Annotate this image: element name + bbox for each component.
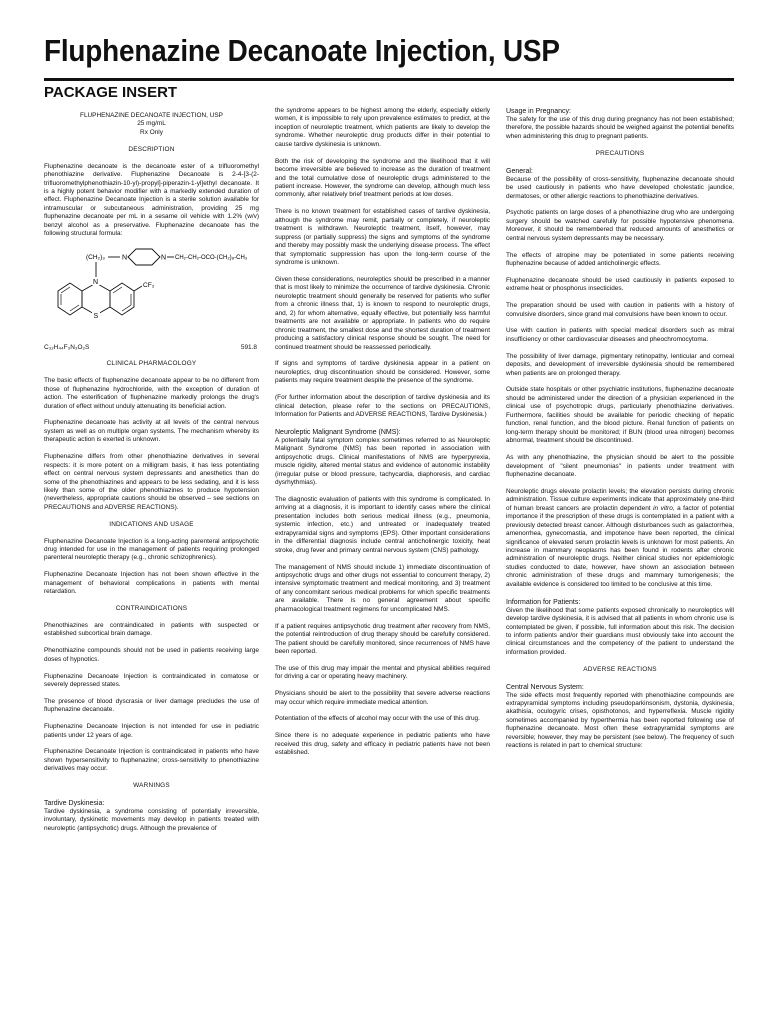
structural-formula-svg xyxy=(44,245,259,340)
general-paragraph-5: The preparation should be used with caution in patients with a history of convulsive disorders, since grand mal convulsions have been known to occur. xyxy=(506,302,734,318)
contra-paragraph-4: The presence of blood dyscrasia or liver damage precludes the use of fluphenazine decanoate. xyxy=(44,697,259,714)
document-title: Fluphenazine Decanoate Injection, USP xyxy=(44,33,560,68)
warnings-paragraph-2: Both the risk of developing the syndrome and the likelihood that it will become irreversible are believed to increase as the duration of treatment and the total cumulative dose of neuroleptic drugs administered to the patient increase. However, the syndrome can develop, although much less commonly, after relatively brief treatment periods at low doses. xyxy=(275,157,490,199)
nms-paragraph-2: The diagnostic evaluation of patients with this syndrome is complicated. In arriving at a diagnosis, it is important to identify cases where the clinical presentation includes both serious medical illness (e.g., pneumonia, systemic infection, etc.) and untreated or inadequately treated extrapyramidal signs and symptoms (EPS). Other important considerations in the differential diagnosis include central anticholinergic toxicity, heat stroke, drug fever and primary central nervous system (CNS) pathology. xyxy=(275,495,490,554)
molecular-formula: C₃₂H₄₄F₃N₃O₂S xyxy=(44,343,90,351)
heading-contraindications: CONTRAINDICATIONS xyxy=(115,605,188,613)
piperazine-n-left: N xyxy=(122,254,128,262)
prolactin-text-b: , a factor of potential importance if the prescription of these drugs is contemplated in a patient with a previously detected breast cancer. Although disturbances such as galactorrhea, amenorrhea, gynecomastia, and impotence have been reported, the clinical significance of elevated serum prolactin levels is unknown for most patients. An increase in mammary neoplasms has been found in rodents after chronic administration of neuroleptic drugs. Neither clinical studies nor epidemiologic studies conducted to date, however, have shown an association between chronic administration of these drugs and mammary tumorigenesis; the available evidence is considered too limited to be conclusive at this time. xyxy=(506,504,734,588)
warnings-paragraph-1: the syndrome appears to be highest among the elderly, especially elderly women, it is impossible to rely upon prevalence estimates to predict, at the inception of neuroleptic treatment, which patients are likely to develop the syndrome. Whether neuroleptic drug products differ in their potential to cause tardive dyskinesia is unknown. xyxy=(275,107,490,148)
general-paragraph-4: Fluphenazine decanoate should be used cautiously in patients exposed to extreme heat or phosphorus insecticides. xyxy=(506,276,734,293)
subheading-cns: Central Nervous System: xyxy=(506,683,584,691)
contra-paragraph-1: Phenothiazines are contraindicated in patients with suspected or established subcortical brain damage. xyxy=(44,621,259,638)
structural-formula xyxy=(44,245,259,343)
subheading-tardive-dyskinesia: Tardive Dyskinesia: xyxy=(44,799,105,807)
info-patients-paragraph: Given the likelihood that some patients exposed chronically to neuroleptics will develop tardive dyskinesia, it is advised that all patients in whom chronic use is contemplated be given, if possible, full information about this risk. The decision to inform patients and/or their guardians must obviously take into account the clinical circumstances and the competency of the patient to understand the information provided. xyxy=(506,606,734,656)
indications-paragraph-1: Fluphenazine Decanoate Injection is a long-acting parenteral antipsychotic drug intended for use in the management of patients requiring prolonged parenteral neuroleptic therapy (e.g., chronic schizophrenics). xyxy=(44,537,259,562)
general-paragraph-10 xyxy=(506,488,734,589)
heading-precautions: PRECAUTIONS xyxy=(595,149,645,157)
subheading-general: General: xyxy=(506,167,533,175)
subheading-nms: Neuroleptic Malignant Syndrome (NMS): xyxy=(275,428,401,436)
contra-paragraph-3: Fluphenazine Decanoate Injection is contraindicated in comatose or severely depressed states. xyxy=(44,672,259,688)
warnings-paragraph-5: If signs and symptoms of tardive dyskinesia appear in a patient on neuroleptics, drug discontinuation should be considered. However, some patients may require treatment despite the presence of the syndrome. xyxy=(275,360,490,385)
column-3 xyxy=(506,107,734,1017)
side-chain-left: (CH₂)₃ xyxy=(86,254,105,262)
heading-warnings: WARNINGS xyxy=(133,782,170,790)
document-subtitle: PACKAGE INSERT xyxy=(44,84,178,101)
prolactin-text-italic: in vitro xyxy=(653,504,673,512)
contra-paragraph-5: Fluphenazine Decanoate Injection is not intended for use in pediatric patients under 12 years of age. xyxy=(44,723,259,739)
cns-paragraph: The side effects most frequently reported with phenothiazine compounds are extrapyramidal symptoms including pseudoparkinsonism, dystonia, dyskinesia, akathisia, oculogyric crises, opisthotonos, and hyperreflexia. Muscle rigidity sometimes accompanied by hyperthermia has been reported following use of fluphenazine decanoate. Most often these extrapyramidal symptoms are reversible; however, they may be persistent (see below). The frequency of such reactions is related in part to chemical structure: xyxy=(506,691,734,750)
warnings-paragraph-alcohol: Potentiation of the effects of alcohol may occur with the use of this drug. xyxy=(275,715,480,723)
warnings-paragraph-3: There is no known treatment for established cases of tardive dyskinesia, although the syndrome may remit, partially or completely, if neuroleptic treatment is withdrawn. Neuroleptic treatment, itself, however, may suppress (or partially suppress) the signs and symptoms of the syndrome and thereby may possibly mask the underlying disease process. The effect that symptomatic suppression has upon the long-term course of the syndrome is unknown. xyxy=(275,208,490,267)
pharm-paragraph-2: Fluphenazine decanoate has activity at all levels of the central nervous system as well as on multiple organ systems. The mechanism whereby its therapeutic action is exerted is unknown. xyxy=(44,419,259,444)
nms-paragraph-4: If a patient requires antipsychotic drug treatment after recovery from NMS, the potential reintroduction of drug therapy should be carefully considered. The patient should be carefully monitored, since recurrences of NMS have been reported. xyxy=(275,622,490,655)
warnings-paragraph-driving: The use of this drug may impair the mental and physical abilities required for driving a car or operating heavy machinery. xyxy=(275,664,490,681)
heading-adverse-reactions: ADVERSE REACTIONS xyxy=(583,665,657,673)
product-name: FLUPHENAZINE DECANOATE INJECTION, USP xyxy=(80,112,223,119)
nms-paragraph-1: A potentially fatal symptom complex sometimes referred to as Neuroleptic Malignant Syndrome (NMS) has been reported in association with antipsychotic drugs. Clinical manifestations of NMS are hyperpyrexia, muscle rigidity, altered mental status and evidence of autonomic instability (irregular pulse or blood pressure, tachycardia, diaphoresis, and cardiac dysrhythmias). xyxy=(275,436,490,487)
pharm-paragraph-3: Fluphenazine differs from other phenothiazine derivatives in several respects: it is more potent on a milligram basis, it has less potentiating effect on central nervous system depressants and anesthetics than do some of the phenothiazines and appears to be less sedating, and it is less likely than some of the older phenothiazines to produce hypotension (nevertheless, appropriate cautions should be observed – see sections on PRECAUTIONS and ADVERSE REACTIONS). xyxy=(44,453,259,511)
contra-paragraph-2: Phenothiazine compounds should not be used in patients receiving large doses of hypnotics. xyxy=(44,647,259,663)
molecular-weight: 591.8 xyxy=(240,343,257,351)
ring-n: N xyxy=(93,279,99,287)
column-2 xyxy=(275,107,490,1017)
pregnancy-paragraph: The safety for the use of this drug during pregnancy has not been established; therefore, the possible hazards should be weighed against the potential benefits when administering this drug to pregnant patients. xyxy=(506,116,734,140)
heading-description: DESCRIPTION xyxy=(128,145,175,153)
indications-paragraph-2: Fluphenazine Decanoate Injection has not been shown effective in the management of behavioral complications in patients with mental retardation. xyxy=(44,571,259,596)
product-rx: Rx Only xyxy=(140,128,163,136)
general-paragraph-6: Use with caution in patients with special medical disorders such as mitral insufficiency or other cardiovascular diseases and pheochromocytoma. xyxy=(506,327,734,343)
subheading-pregnancy: Usage in Pregnancy: xyxy=(506,108,571,115)
warnings-paragraph-4: Given these considerations, neuroleptics should be prescribed in a manner that is most likely to minimize the occurrence of tardive dyskinesia. Chronic neuroleptic treatment should generally be reserved for patients who suffer from a chronic illness that, 1) is known to respond to neuroleptic drugs, and, 2) for whom alternative, equally effective, but potentially less harmful treatments are not available or appropriate. In patients who do require chronic treatment, the smallest dose and the shortest duration of treatment producing a satisfactory clinical response should be sought. The need for continued treatment should be reassessed periodically. xyxy=(275,275,490,351)
title-rule xyxy=(44,78,734,81)
side-chain-right: CH₂-CH₂-OCO-(CH₂)₈-CH₃ xyxy=(175,255,248,262)
pharm-paragraph-1: The basic effects of fluphenazine decanoate appear to be no different from those of fluphenazine hydrochloride, with the exception of duration of action. The esterification of fluphenazine markedly prolongs the drug's duration of effect without unduly attenuating its beneficial action. xyxy=(44,377,259,410)
heading-indications: INDICATIONS AND USAGE xyxy=(109,520,194,528)
piperazine-n-right: N xyxy=(161,254,167,262)
general-paragraph-2: Psychotic patients on large doses of a phenothiazine drug who are undergoing surgery should be watched carefully for possible hypotensive phenomena. Moreover, it should be remembered that reduced amounts of anesthetics or central nervous system depressants may be necessary. xyxy=(506,209,734,242)
heading-clinical-pharmacology: CLINICAL PHARMACOLOGY xyxy=(106,360,197,368)
general-paragraph-1: Because of the possibility of cross-sensitivity, fluphenazine decanoate should be used cautiously in patients who have developed cholestatic jaundice, dermatoses, or other allergic reactions to phenothiazine derivatives. xyxy=(506,175,734,200)
product-strength: 25 mg/mL xyxy=(137,120,166,128)
general-paragraph-8: Outside state hospitals or other psychiatric institutions, fluphenazine decanoate should be administered under the direction of a physician experienced in the clinical use of psychotropic drugs, particularly phenothiazine derivatives. Furthermore, facilities should be available for periodic checking of hepatic function, renal function, and the blood picture. Renal function of patients on long-term therapy should be monitored; if BUN (blood urea nitrogen) becomes abnormal, treatment should be discontinued. xyxy=(506,386,734,445)
nms-paragraph-3: The management of NMS should include 1) immediate discontinuation of antipsychotic drugs and other drugs not essential to concurrent therapy, 2) intensive symptomatic treatment and medical monitoring, and 3) treatment of any concomitant serious medical problems for which specific treatments are available. There is no general agreement about specific pharmacological treatment regimens for uncomplicated NMS. xyxy=(275,563,490,613)
general-paragraph-9: As with any phenothiazine, the physician should be alert to the possible development of "silent pneumonias" in patients under treatment with fluphenazine decanoate. xyxy=(506,454,734,478)
warnings-paragraph-6: (For further information about the description of tardive dyskinesia and its clinical detection, please refer to the sections on PRECAUTIONS, Information for Patients and ADVERSE REACTIONS, Tardive Dyskinesia.) xyxy=(275,394,490,418)
cf3-group: CF₃ xyxy=(143,282,155,290)
ring-s: S xyxy=(93,313,99,321)
general-paragraph-3: The effects of atropine may be potentiated in some patients receiving fluphenazine because of added anticholinergic effects. xyxy=(506,251,734,267)
tardive-paragraph: Tardive dyskinesia, a syndrome consisting of potentially irreversible, involuntary, dyskinetic movements may develop in patients treated with neuroleptic (antipsychotic) drugs. Although the prevalence of xyxy=(44,807,259,832)
subheading-info-patients: Information for Patients: xyxy=(506,598,581,606)
general-paragraph-7: The possibility of liver damage, pigmentary retinopathy, lenticular and corneal deposits, and development of irreversible dyskinesia should be remembered when patients are on prolonged therapy. xyxy=(506,352,734,377)
prolactin-text-a: Neuroleptic drugs elevate prolactin levels; the elevation persists during chronic administration. Tissue culture experiments indicate that approximately one-third of human breast cancers are prolactin dependent xyxy=(506,487,734,512)
description-paragraph: Fluphenazine decanoate is the decanoate ester of a trifluoromethyl phenothiazine derivative. Fluphenazine Decanoate is 2-4-[3-(2-trifluoromethylphenothiazin-10-yl)-propyl]-piperazin-1-yl]ethyl decanoate. It is a highly potent behavior modifier with a markedly extended duration of effect. Fluphenazine Decanoate Injection is a sterile solution available for intramuscular or subcutaneous administration, providing 25 mg fluphenazine decanoate per mL in a sesame oil vehicle with 1.2% (w/v) benzyl alcohol as a preservative. Fluphenazine decanoate has the following structural formula: xyxy=(44,162,259,238)
column-1 xyxy=(44,112,259,1022)
warnings-paragraph-pediatric: Since there is no adequate experience in pediatric patients who have received this drug, safety and efficacy in pediatric patients have not been established. xyxy=(275,732,490,757)
molecular-formula-row xyxy=(44,344,259,352)
contra-paragraph-6: Fluphenazine Decanoate Injection is contraindicated in patients who have shown hypersensitivity to fluphenazine; cross-sensitivity to phenothiazine derivatives may occur. xyxy=(44,748,259,773)
warnings-paragraph-alert: Physicians should be alert to the possibility that severe adverse reactions may occur which require immediate medical attention. xyxy=(275,690,490,706)
